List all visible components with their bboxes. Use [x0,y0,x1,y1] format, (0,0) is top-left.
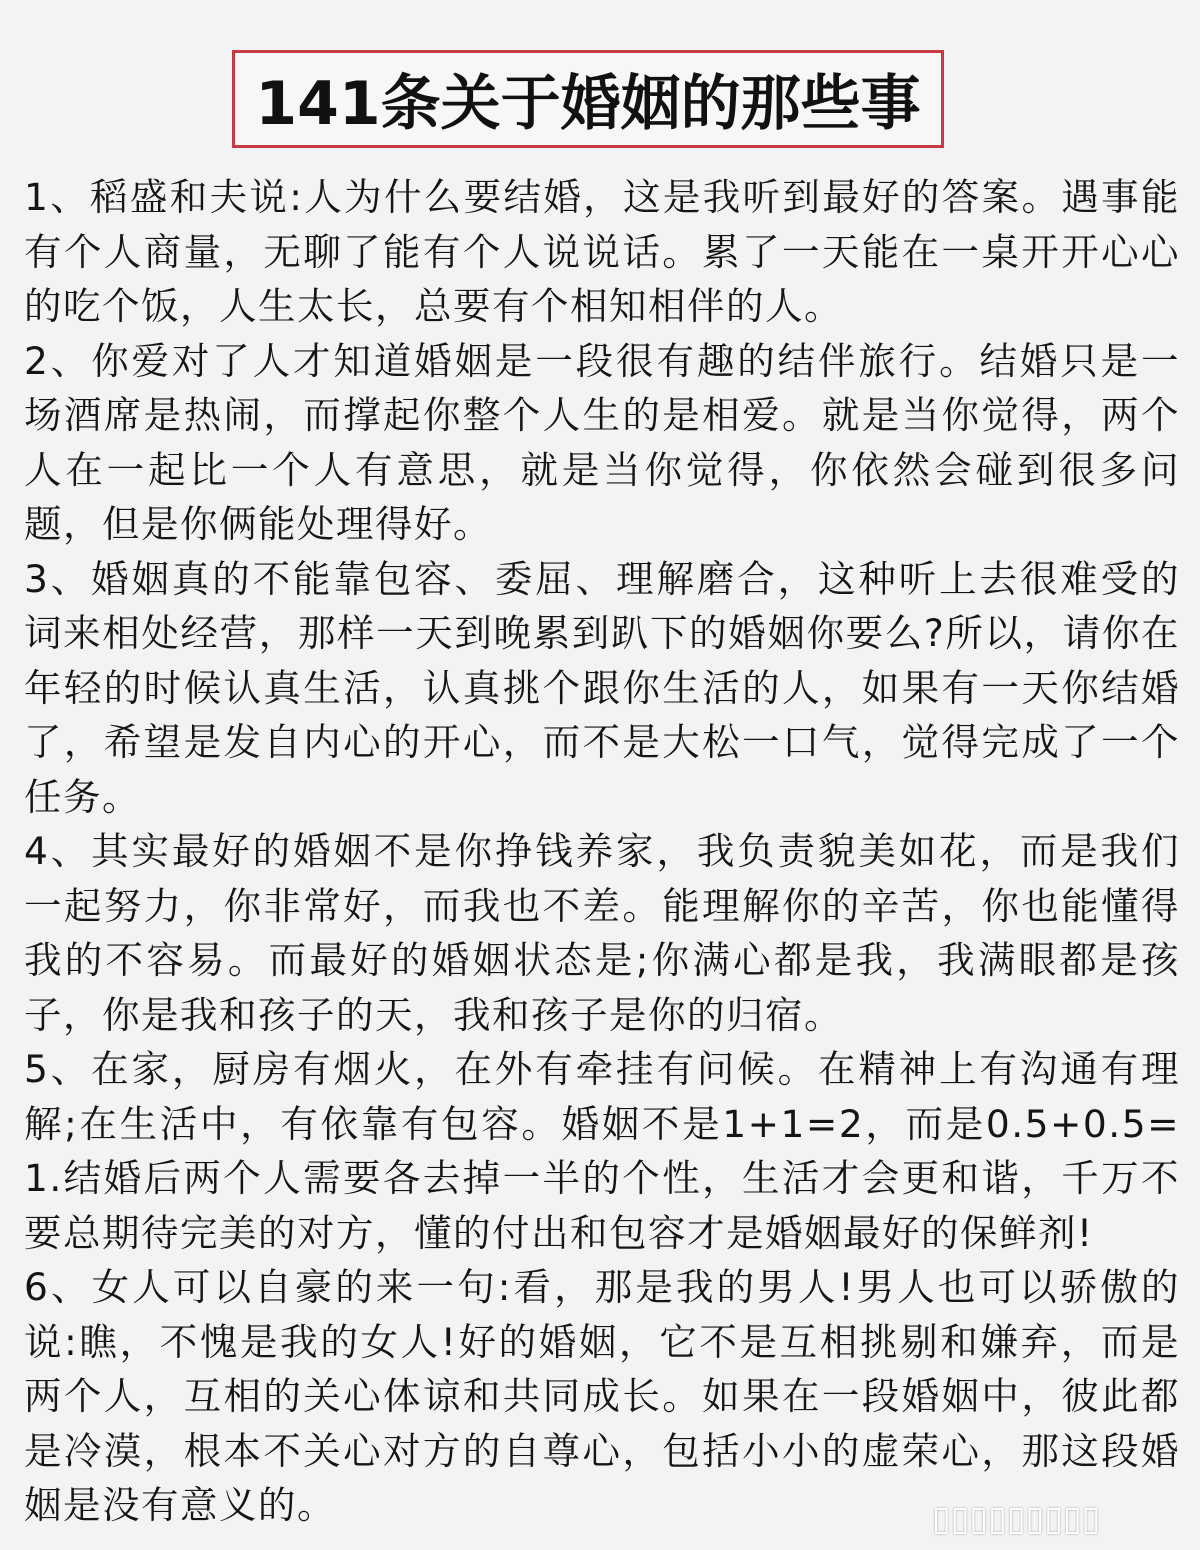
article-body [24,170,1180,1533]
watermark [932,1500,1182,1538]
paragraph-3: 3、婚姻真的不能靠包容、委屈、理解磨合，这种听上去很难受的词来相处经营，那样一天到晚累到趴下的婚姻你要么?所以，请你在年轻的时候认真生活，认真挑个跟你生活的人，如果有一天你结婚了，希望是发自内心的开心，而不是大松一口气，觉得完成了一个任务。 [24,556,1180,819]
paragraph-1: 1、稻盛和夫说:人为什么要结婚，这是我听到最好的答案。遇事能有个人商量，无聊了能有个人说说话。累了一天能在一桌开开心心的吃个饭，人生太长，总要有个相知相伴的人。 [24,175,1180,328]
title-box [232,50,944,148]
paragraph-6: 6、女人可以自豪的来一句:看，那是我的男人!男人也可以骄傲的说:瞧，不愧是我的女人!好的婚姻，它不是互相挑剔和嫌弃，而是两个人，互相的关心体谅和共同成长。如果在一段婚姻中，彼此都是冷漠，根本不关心对方的自尊心，包括小小的虚荣心，那这段婚姻是没有意义的。 [24,1265,1180,1527]
paragraph-4: 4、其实最好的婚姻不是你挣钱养家，我负责貌美如花，而是我们一起努力，你非常好，而我也不差。能理解你的辛苦，你也能懂得我的不容易。而最好的婚姻状态是;你满心都是我，我满眼都是孩子，你是我和孩子的天，我和孩子是你的归宿。 [24,829,1180,1037]
paragraph-5: 5、在家，厨房有烟火，在外有牵挂有问候。在精神上有沟通有理解;在生活中，有依靠有包容。婚姻不是1+1=2，而是0.5+0.5=1.结婚后两个人需要各去掉一半的个性，生活才会更和谐，千万不要总期待完美的对方，懂的付出和包容才是婚姻最好的保鲜剂! [24,1047,1180,1255]
paragraph-2: 2、你爱对了人才知道婚姻是一段很有趣的结伴旅行。结婚只是一场酒席是热闹，而撑起你整个人生的是相爱。就是当你觉得，两个人在一起比一个人有意思，就是当你觉得，你依然会碰到很多问题，但是你俩能处理得好。 [24,338,1180,546]
watermark-text: ▯▯▯▯▯▯▯▯▯ [932,1499,1101,1539]
page-title: 141条关于婚姻的那些事 [255,69,921,139]
